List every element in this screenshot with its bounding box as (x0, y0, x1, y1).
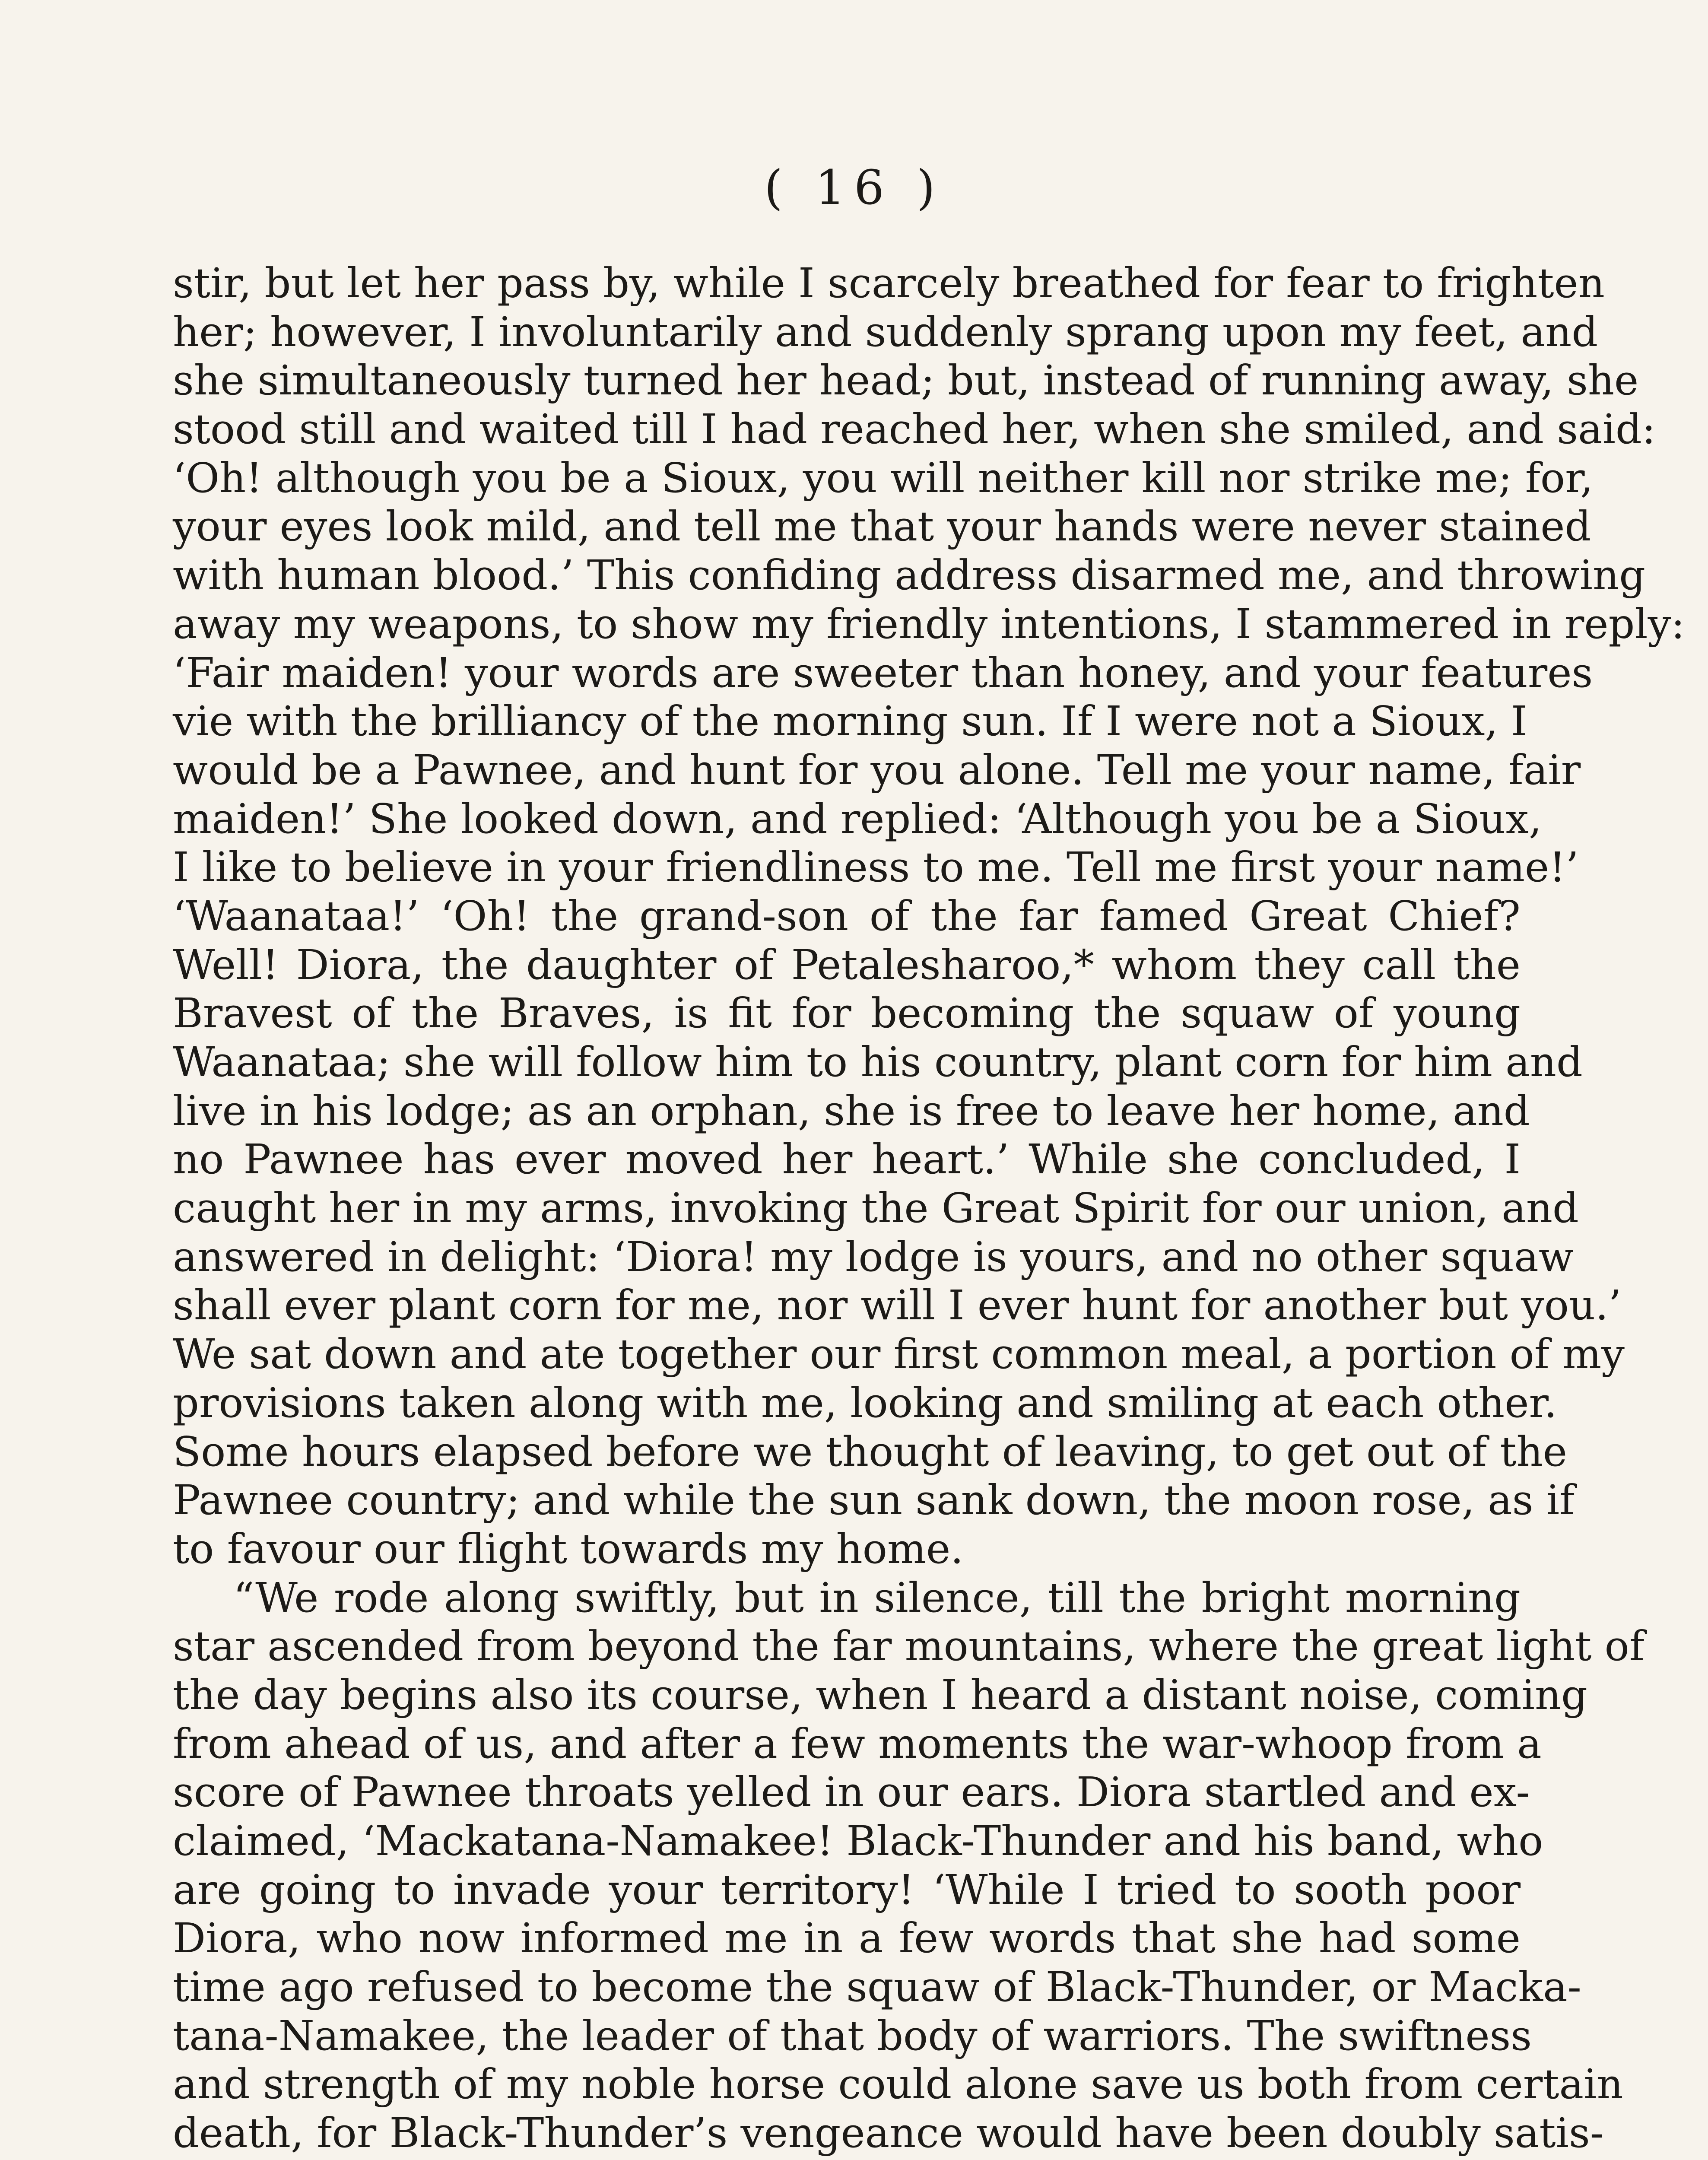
text-line: I like to believe in your friendliness to me. Tell me first your name!’ (173, 844, 1579, 892)
body-text (173, 259, 1685, 2158)
text-line: time ago refused to become the squaw of Black-Thunder, or Macka- (173, 1963, 1581, 2011)
text-line: stir, but let her pass by, while I scarcely breathed for fear to frighten (173, 260, 1605, 307)
text-line: Some hours elapsed before we thought of leaving, to get out of the (173, 1428, 1567, 1476)
text-line: Well! Diora, the daughter of Petalesharoo,* whom they call the (173, 941, 1521, 989)
text-line: claimed, ‘Mackatana-Namakee! Black-Thunder and his band, who (173, 1817, 1543, 1865)
text-line: ‘Oh! although you be a Sioux, you will neither kill nor strike me; for, (173, 454, 1594, 502)
text-line: she simultaneously turned her head; but, instead of running away, she (173, 357, 1639, 405)
text-line: answered in delight: ‘Diora! my lodge is yours, and no other squaw (173, 1233, 1574, 1281)
text-line: tana-Namakee, the leader of that body of warriors. The swiftness (173, 2012, 1532, 2060)
text-line: your eyes look mild, and tell me that your hands were never stained (173, 503, 1591, 551)
text-line: the day begins also its course, when I heard a distant noise, coming (173, 1671, 1587, 1719)
text-line: ‘Fair maiden! your words are sweeter than honey, and your features (173, 649, 1593, 697)
text-line: from ahead of us, and after a few moments the war-whoop from a (173, 1720, 1542, 1768)
text-line: death, for Black-Thunder’s vengeance would have been doubly satis- (173, 2109, 1604, 2157)
text-line: to favour our flight towards my home. (173, 1525, 964, 1573)
text-line: caught her in my arms, invoking the Great Spirit for our union, and (173, 1185, 1579, 1232)
text-line: maiden!’ She looked down, and replied: ‘Although you be a Sioux, (173, 795, 1542, 843)
text-line: no Pawnee has ever moved her heart.’ While she concluded, I (173, 1136, 1521, 1184)
text-line: would be a Pawnee, and hunt for you alone. Tell me your name, fair (173, 746, 1581, 794)
text-line: stood still and waited till I had reached her, when she smiled, and said: (173, 406, 1656, 454)
text-line: Pawnee country; and while the sun sank down, the moon rose, as if (173, 1477, 1575, 1525)
text-line: Waanataa; she will follow him to his country, plant corn for him and (173, 1039, 1583, 1086)
text-line: vie with the brilliancy of the morning sun. If I were not a Sioux, I (173, 698, 1527, 746)
text-line: Bravest of the Braves, is fit for becoming the squaw of young (173, 990, 1521, 1038)
text-line: ‘Waanataa!’ ‘Oh! the grand-son of the far famed Great Chief? (173, 892, 1521, 940)
text-line: star ascended from beyond the far mountains, where the great light of (173, 1623, 1645, 1671)
text-line: with human blood.’ This confiding address disarmed me, and throwing (173, 552, 1646, 600)
text-line: are going to invade your territory! ‘While I tried to sooth poor (173, 1866, 1521, 1914)
text-line: her; however, I involuntarily and suddenly sprang upon my feet, and (173, 308, 1598, 356)
text-line: and strength of my noble horse could alone save us both from certain (173, 2061, 1623, 2109)
page-number: ( 16 ) (764, 160, 944, 215)
text-line: shall ever plant corn for me, nor will I ever hunt for another but you.’ (173, 1282, 1622, 1330)
text-line: Diora, who now informed me in a few words that she had some (173, 1915, 1521, 1963)
text-line: score of Pawnee throats yelled in our ears. Diora startled and ex- (173, 1769, 1530, 1817)
text-line: away my weapons, to show my friendly intentions, I stammered in reply: (173, 600, 1685, 648)
text-line: live in his lodge; as an orphan, she is free to leave her home, and (173, 1087, 1530, 1135)
text-line: “We rode along swiftly, but in silence, till the bright morning (233, 1574, 1521, 1622)
text-line: We sat down and ate together our first common meal, a portion of my (173, 1331, 1625, 1379)
text-line: provisions taken along with me, looking and smiling at each other. (173, 1379, 1557, 1427)
